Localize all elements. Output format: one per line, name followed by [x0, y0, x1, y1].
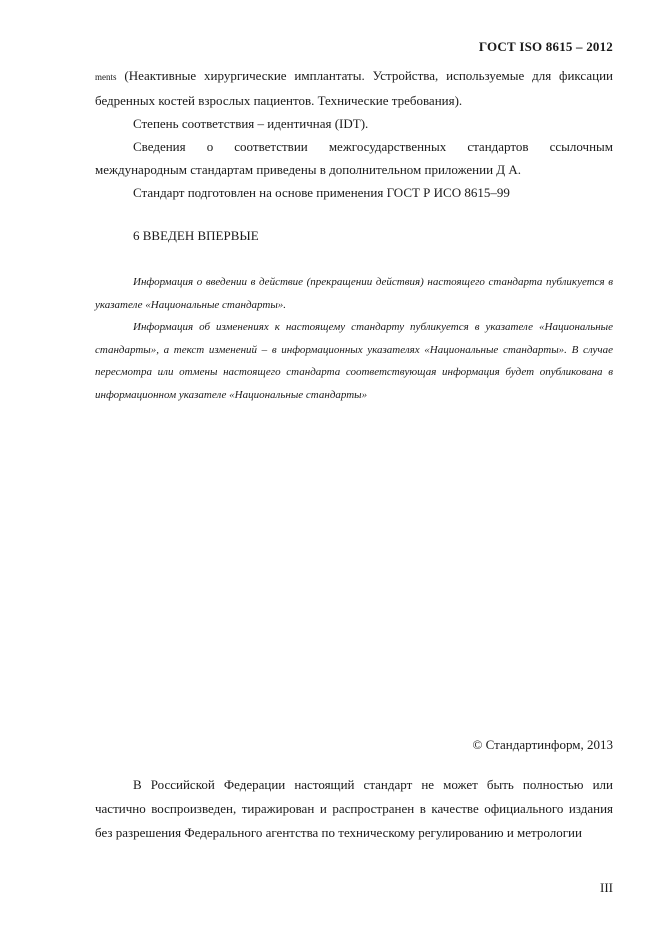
intro-block — [95, 64, 613, 204]
intro-small-word: ments — [95, 72, 117, 82]
reproduction-notice-text: В Российской Федерации настоящий стандарт не может быть полностью или частично воспроизведен, тиражирован и распространен в качестве официального издания без разрешения Федерального агентства по техническому регулированию и метрологии — [95, 777, 613, 840]
section-6-title: 6 ВВЕДЕН ВПЕРВЫЕ — [133, 228, 259, 243]
page-number: III — [600, 880, 613, 895]
info-paragraph-1: Информация о введении в действие (прекращении действия) настоящего стандарта публикуется в указателе «Национальные стандарты». — [95, 276, 613, 311]
document-header-title: ГОСТ ISO 8615 – 2012 — [478, 39, 613, 54]
reproduction-notice — [95, 773, 613, 845]
info-paragraph-2: Информация об изменениях к настоящему стандарту публикуется в указателе «Национальные стандарты», а текст изменений – в информационных указателях «Национальные стандарты». В случае пересмотра или отмены настоящего стандарта соответствующая информация будет опубликована в информационном указателе «Национальные стандарты» — [95, 321, 613, 401]
intro-paragraph-4: Стандарт подготовлен на основе применения ГОСТ Р ИСО 8615–99 — [133, 185, 510, 200]
intro-paragraph-1 — [95, 64, 613, 112]
intro-paragraph-1-text: (Неактивные хирургические имплантаты. Устройства, используемые для фиксации бедренных костей взрослых пациентов. Технические требования). — [95, 68, 613, 108]
intro-paragraph-3: Сведения о соответствии межгосударственных стандартов ссылочным международным стандартам приведены в дополнительном приложении Д А. — [95, 139, 613, 177]
copyright-line: © Стандартинформ, 2013 — [472, 737, 613, 752]
info-block — [95, 271, 613, 406]
intro-paragraph-2: Степень соответствия – идентичная (IDT). — [133, 116, 369, 131]
